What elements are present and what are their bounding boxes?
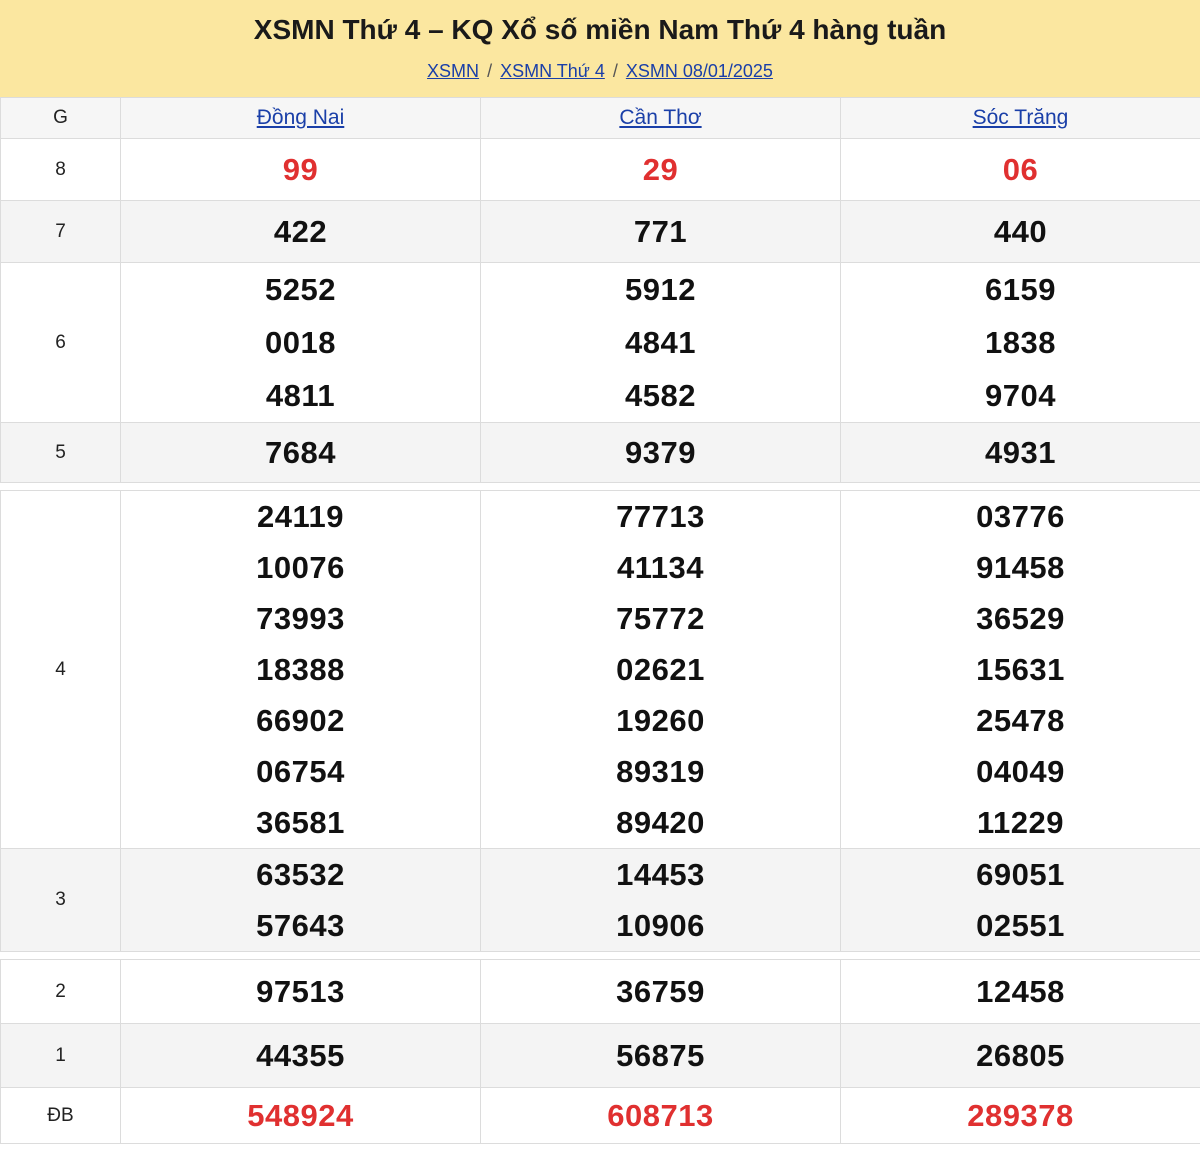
result-number: 6159 [985, 272, 1056, 307]
result-number: 1838 [985, 325, 1056, 360]
breadcrumb-separator: / [487, 61, 493, 81]
result-cell [121, 1024, 481, 1088]
breadcrumb-link-xsmn-thu4[interactable]: XSMN Thứ 4 [500, 61, 605, 81]
result-number: 97513 [256, 973, 345, 1009]
result-number: 7684 [265, 434, 336, 470]
result-cell [841, 263, 1200, 423]
result-number: 03776 [976, 499, 1065, 534]
result-cell [121, 263, 481, 423]
breadcrumb [0, 61, 1200, 82]
province-link-dong-nai[interactable]: Đồng Nai [256, 106, 345, 129]
result-number: 73993 [256, 601, 345, 636]
result-cell [841, 201, 1200, 263]
result-cell [481, 139, 841, 201]
result-number: 422 [273, 213, 328, 249]
prize-row [1, 960, 1200, 1024]
result-number: 4582 [625, 378, 696, 413]
result-number: 02621 [616, 652, 705, 687]
result-number: 440 [993, 213, 1048, 249]
breadcrumb-link-date[interactable]: XSMN 08/01/2025 [625, 61, 773, 81]
result-number: 91458 [976, 550, 1065, 585]
result-number: 10076 [256, 550, 345, 585]
result-number: 89319 [616, 754, 705, 789]
province-link-soc-trang[interactable]: Sóc Trăng [972, 106, 1069, 129]
prize-label: 7 [1, 201, 121, 263]
row-gap-cell [1, 952, 1200, 960]
result-cell [121, 849, 481, 952]
province-header-soc-trang [841, 98, 1200, 139]
result-number: 99 [282, 151, 319, 187]
result-cell [481, 1088, 841, 1144]
result-number: 04049 [976, 754, 1065, 789]
result-number: 44355 [256, 1037, 345, 1073]
prize-label: ĐB [1, 1088, 121, 1144]
result-cell [121, 423, 481, 483]
result-cell [121, 960, 481, 1024]
result-number: 4931 [985, 434, 1056, 470]
prize-label: 6 [1, 263, 121, 423]
breadcrumb-link-xsmn[interactable]: XSMN [427, 61, 480, 81]
page-title: XSMN Thứ 4 – KQ Xổ số miền Nam Thứ 4 hàng tuần [253, 14, 947, 45]
table-header-row [1, 98, 1200, 139]
breadcrumb-separator: / [612, 61, 618, 81]
result-number: 4841 [625, 325, 696, 360]
result-number: 15631 [976, 652, 1065, 687]
prize-row [1, 1024, 1200, 1088]
row-gap [1, 483, 1200, 491]
result-cell [121, 1088, 481, 1144]
result-number: 66902 [256, 703, 345, 738]
result-cell [481, 1024, 841, 1088]
result-number: 36529 [976, 601, 1065, 636]
province-link-can-tho[interactable]: Cần Thơ [619, 106, 702, 129]
result-number: 289378 [967, 1097, 1074, 1133]
prize-row [1, 139, 1200, 201]
result-number: 12458 [976, 973, 1065, 1009]
result-number: 57643 [256, 908, 345, 943]
prize-label: 5 [1, 423, 121, 483]
result-number: 56875 [616, 1037, 705, 1073]
result-cell [121, 491, 481, 849]
result-cell [481, 201, 841, 263]
result-cell [481, 849, 841, 952]
result-number: 771 [633, 213, 688, 249]
result-number: 41134 [617, 550, 704, 585]
result-cell [481, 263, 841, 423]
result-cell [121, 139, 481, 201]
prize-label: 2 [1, 960, 121, 1024]
prize-row [1, 263, 1200, 423]
result-number: 548924 [247, 1097, 354, 1133]
results-table [0, 97, 1200, 1164]
result-number: 18388 [256, 652, 345, 687]
result-cell [841, 491, 1200, 849]
result-number: 77713 [616, 499, 705, 534]
result-number: 06 [1002, 151, 1039, 187]
result-cell [841, 960, 1200, 1024]
result-number: 9704 [985, 378, 1056, 413]
result-number: 24119 [257, 499, 344, 534]
result-cell [481, 491, 841, 849]
result-number: 75772 [616, 601, 705, 636]
result-number: 9379 [625, 434, 696, 470]
result-number: 10906 [616, 908, 705, 943]
result-number: 89420 [616, 805, 705, 840]
page-header [0, 0, 1200, 97]
result-number: 608713 [607, 1097, 714, 1133]
result-cell [841, 849, 1200, 952]
row-gap [1, 952, 1200, 960]
result-number: 4811 [265, 378, 336, 413]
result-cell [481, 423, 841, 483]
province-header-can-tho [481, 98, 841, 139]
result-number: 06754 [256, 754, 345, 789]
result-cell [841, 423, 1200, 483]
result-number: 5912 [625, 272, 696, 307]
result-cell [841, 1024, 1200, 1088]
result-number: 02551 [976, 908, 1065, 943]
result-cell [121, 201, 481, 263]
result-number: 36581 [256, 805, 345, 840]
result-cell [841, 139, 1200, 201]
prize-label: 3 [1, 849, 121, 952]
prize-row [1, 491, 1200, 849]
result-number: 14453 [616, 857, 705, 892]
result-number: 5252 [265, 272, 336, 307]
prize-row [1, 1088, 1200, 1144]
prize-label: 8 [1, 139, 121, 201]
result-cell [481, 960, 841, 1024]
prize-column-header: G [1, 98, 121, 139]
prize-label: 1 [1, 1024, 121, 1088]
prize-label: 4 [1, 491, 121, 849]
province-header-dong-nai [121, 98, 481, 139]
row-gap-cell [1, 483, 1200, 491]
result-number: 29 [642, 151, 679, 187]
result-number: 0018 [265, 325, 336, 360]
result-number: 36759 [616, 973, 705, 1009]
prize-row [1, 201, 1200, 263]
result-number: 26805 [976, 1037, 1065, 1073]
prize-rows [1, 139, 1200, 1144]
prize-row [1, 423, 1200, 483]
result-number: 19260 [616, 703, 705, 738]
result-number: 63532 [256, 857, 345, 892]
result-number: 11229 [977, 805, 1064, 840]
prize-row [1, 849, 1200, 952]
result-number: 25478 [976, 703, 1065, 738]
result-cell [841, 1088, 1200, 1144]
result-number: 69051 [976, 857, 1065, 892]
